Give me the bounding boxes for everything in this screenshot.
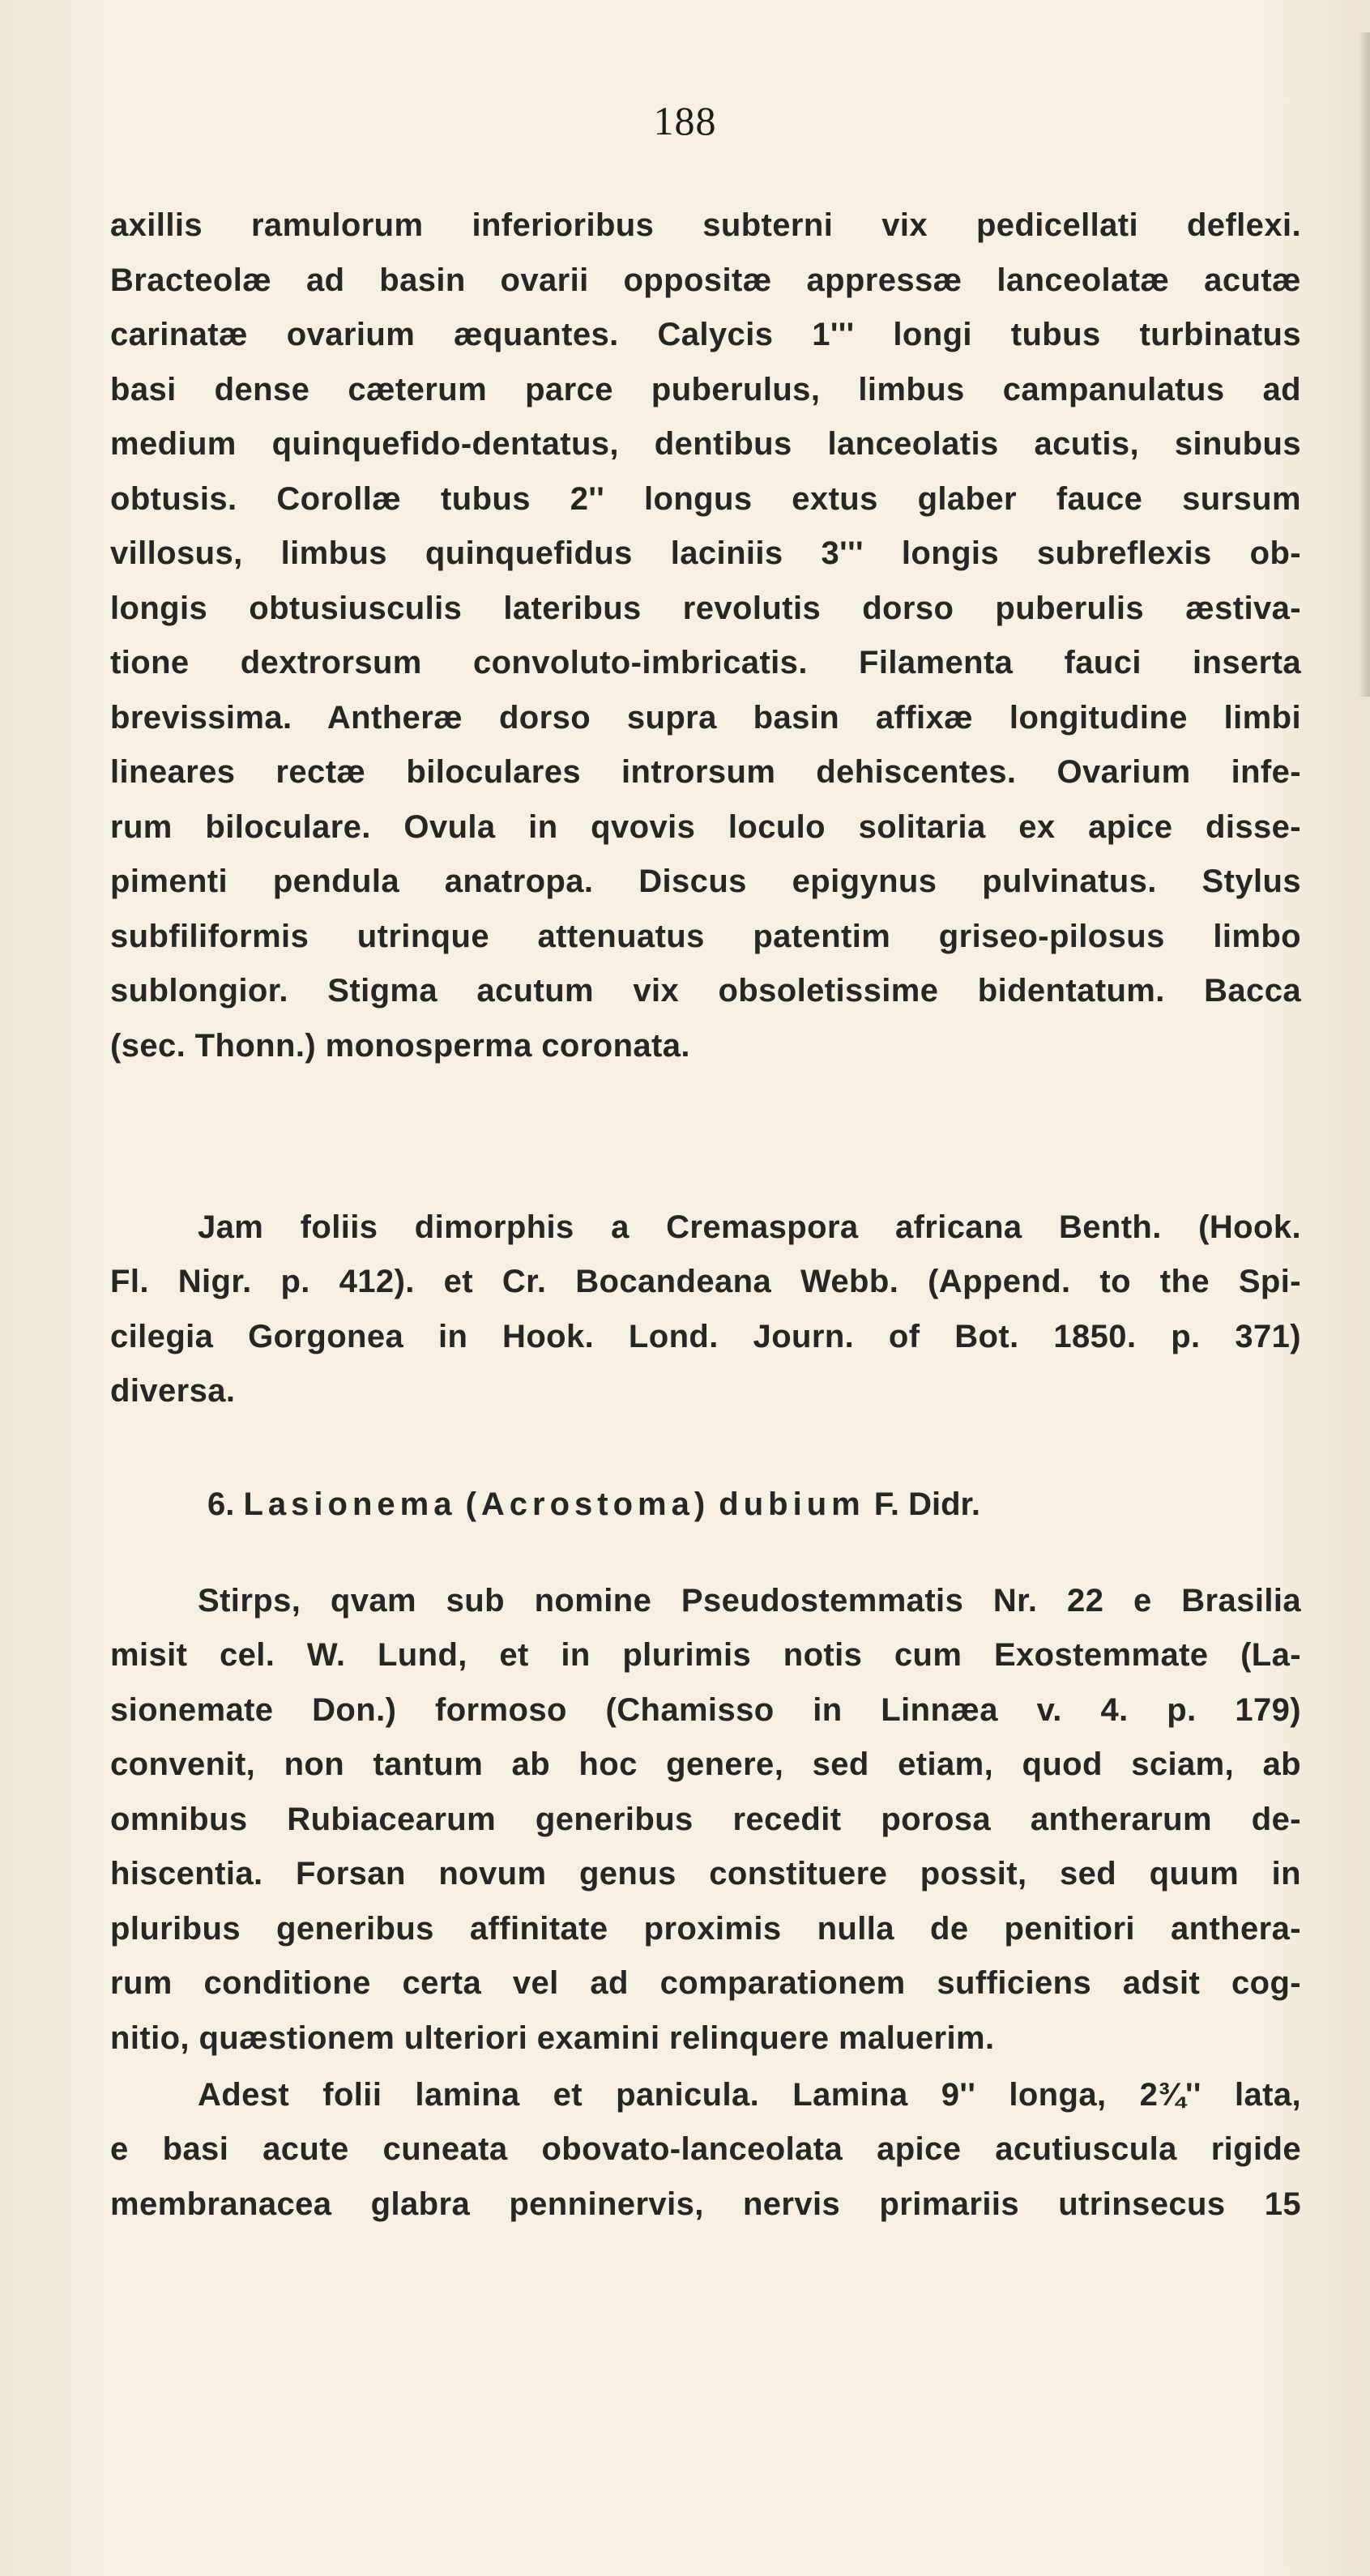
- text-line: convenit, non tantum ab hoc genere, sed etiam, quod sciam, ab: [110, 1746, 1301, 1782]
- genus-name: Lasionema: [243, 1486, 457, 1522]
- paragraph-discussion: [198, 1574, 1301, 1629]
- text-line: villosus, limbus quinquefidus laciniis 3''' longis subreflexis ob-: [110, 535, 1301, 571]
- subgenus-name: (Acrostoma): [465, 1486, 711, 1522]
- text-line: e basi acute cuneata obovato-lanceolata apice acutiuscula rigide: [110, 2131, 1301, 2167]
- text-line: longis obtusiusculis lateribus revolutis dorso puberulis æstiva-: [110, 590, 1301, 626]
- species-epithet: dubium: [719, 1486, 865, 1522]
- text-line: Bracteolæ ad basin ovarii oppositæ appressæ lanceolatæ acutæ: [110, 262, 1301, 298]
- text-line: carinatæ ovarium æquantes. Calycis 1''' longi tubus turbinatus: [110, 317, 1301, 352]
- text-line: omnibus Rubiacearum generibus recedit porosa antherarum de-: [110, 1801, 1301, 1837]
- species-author: F. Didr.: [873, 1486, 980, 1522]
- text-line: (sec. Thonn.) monosperma coronata.: [110, 1027, 690, 1064]
- text-line: pimenti pendula anatropa. Discus epigynus pulvinatus. Stylus: [110, 864, 1301, 899]
- text-line: brevissima. Antheræ dorso supra basin affixæ longitudine limbi: [110, 699, 1301, 736]
- paragraph-description: [110, 198, 1301, 1073]
- text-line: Jam foliis dimorphis a Cremaspora africana Benth. (Hook.: [198, 1209, 1301, 1245]
- paragraph-leaf: [198, 2068, 1301, 2123]
- species-number: 6.: [207, 1486, 235, 1522]
- paragraph-discussion-cont: [110, 1628, 1301, 2066]
- text-line: sublongior. Stigma acutum vix obsoletissime bidentatum. Bacca: [110, 973, 1301, 1009]
- text-line: Adest folii lamina et panicula. Lamina 9'' longa, 2¾'' lata,: [198, 2077, 1301, 2113]
- text-line: sionemate Don.) formoso (Chamisso in Linnæa v. 4. p. 179): [110, 1691, 1301, 1728]
- text-line: rum conditione certa vel ad comparationem sufficiens adsit cog-: [110, 1965, 1301, 2001]
- text-line: basi dense cæterum parce puberulus, limbus campanulatus ad: [110, 371, 1301, 407]
- text-line: hiscentia. Forsan novum genus constituere possit, sed quum in: [110, 1856, 1301, 1891]
- text-line: cilegia Gorgonea in Hook. Lond. Journ. of Bot. 1850. p. 371): [110, 1318, 1301, 1354]
- paragraph-comparison-cont: [110, 1255, 1301, 1419]
- paragraph-leaf-cont: [110, 2122, 1301, 2232]
- paragraph-comparison: [198, 1201, 1301, 1256]
- text-line: medium quinquefido-dentatus, dentibus lanceolatis acutis, sinubus: [110, 426, 1301, 462]
- species-heading: [207, 1476, 980, 1533]
- page-number: 188: [653, 98, 717, 143]
- text-line: diversa.: [110, 1373, 236, 1409]
- text-line: Stirps, qvam sub nomine Pseudostemmatis Nr. 22 e Brasilia: [198, 1583, 1301, 1619]
- text-line: rum biloculare. Ovula in qvovis loculo solitaria ex apice disse-: [110, 808, 1301, 845]
- text-line: tione dextrorsum convoluto-imbricatis. Filamenta fauci inserta: [110, 645, 1301, 680]
- text-line: nitio, quæstionem ulteriori examini relinquere maluerim.: [110, 2019, 995, 2056]
- text-line: axillis ramulorum inferioribus subterni vix pedicellati deflexi.: [110, 207, 1301, 243]
- text-line: subfiliformis utrinque attenuatus patentim griseo-pilosus limbo: [110, 918, 1301, 954]
- text-line: Fl. Nigr. p. 412). et Cr. Bocandeana Webb. (Append. to the Spi-: [110, 1264, 1301, 1299]
- text-line: misit cel. W. Lund, et in plurimis notis cum Exostemmate (La-: [110, 1637, 1301, 1673]
- text-line: obtusis. Corollæ tubus 2'' longus extus glaber fauce sursum: [110, 480, 1301, 517]
- text-line: pluribus generibus affinitate proximis nulla de penitiori anthera-: [110, 1910, 1301, 1947]
- text-line: membranacea glabra penninervis, nervis primariis utrinsecus 15: [110, 2186, 1301, 2222]
- text-line: lineares rectæ biloculares introrsum dehiscentes. Ovarium infe-: [110, 754, 1301, 790]
